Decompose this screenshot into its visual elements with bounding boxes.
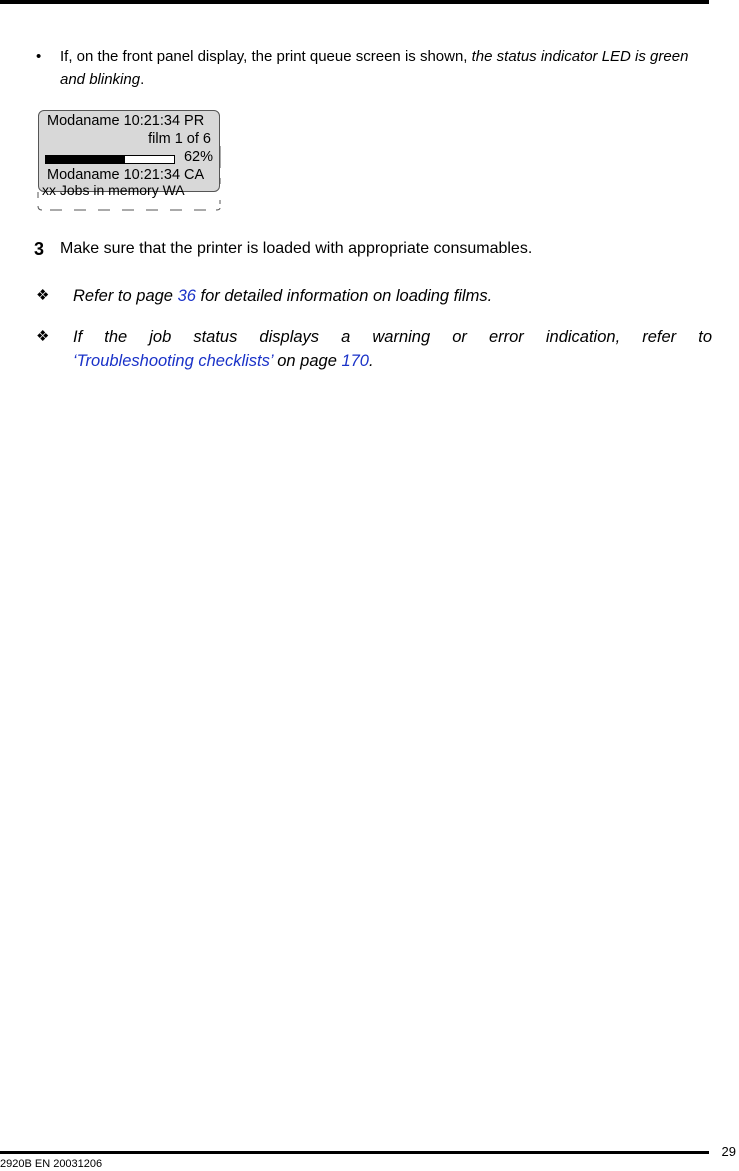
step-text: Make sure that the printer is loaded with appropriate consumables. — [60, 240, 533, 257]
bullet-text-end: . — [140, 71, 145, 88]
footer-doc-id: 2920B EN 20031206 — [0, 1158, 103, 1170]
display-line-4: Modaname 10:21:34 CA — [47, 167, 205, 183]
page-170-link[interactable]: 170 — [341, 352, 369, 370]
display-line-1: Modaname 10:21:34 PR — [47, 113, 205, 129]
step-number: 3 — [34, 239, 45, 259]
note-line-1: If the job status displays a warning or error indication, refer to — [73, 328, 712, 346]
display-progress-label: 62% — [183, 149, 213, 165]
troubleshooting-checklists-link[interactable]: ‘Troubleshooting checklists’ — [73, 352, 273, 370]
note-line-2 — [73, 349, 712, 373]
note-text-middle: on page — [272, 352, 342, 370]
top-rule — [0, 0, 709, 4]
note-text — [73, 325, 712, 373]
note-text — [73, 284, 712, 308]
note-text-before: Refer to page — [73, 287, 178, 305]
display-progress-bar — [45, 155, 175, 164]
footer-page-number: 29 — [721, 1144, 736, 1159]
diamond-bullet-icon: ❖ — [36, 287, 50, 304]
note-text-after: for detailed information on loading films. — [195, 287, 493, 305]
bullet-text — [60, 45, 712, 91]
note-text-end: . — [368, 352, 374, 370]
display-screen — [38, 110, 220, 192]
bullet-text-italic: the status indicator LED is green and blinking — [60, 48, 689, 88]
display-line-5: xx Jobs in memory WA — [42, 182, 185, 198]
front-panel-display — [36, 108, 224, 212]
display-line-2: film 1 of 6 — [148, 131, 211, 147]
bottom-rule — [0, 1151, 709, 1154]
display-progress-fill — [46, 156, 125, 163]
bullet-text-plain: If, on the front panel display, the print queue screen is shown, — [60, 48, 472, 65]
page-36-link[interactable]: 36 — [177, 287, 196, 305]
bullet-mark: • — [36, 48, 42, 65]
diamond-bullet-icon: ❖ — [36, 328, 50, 345]
